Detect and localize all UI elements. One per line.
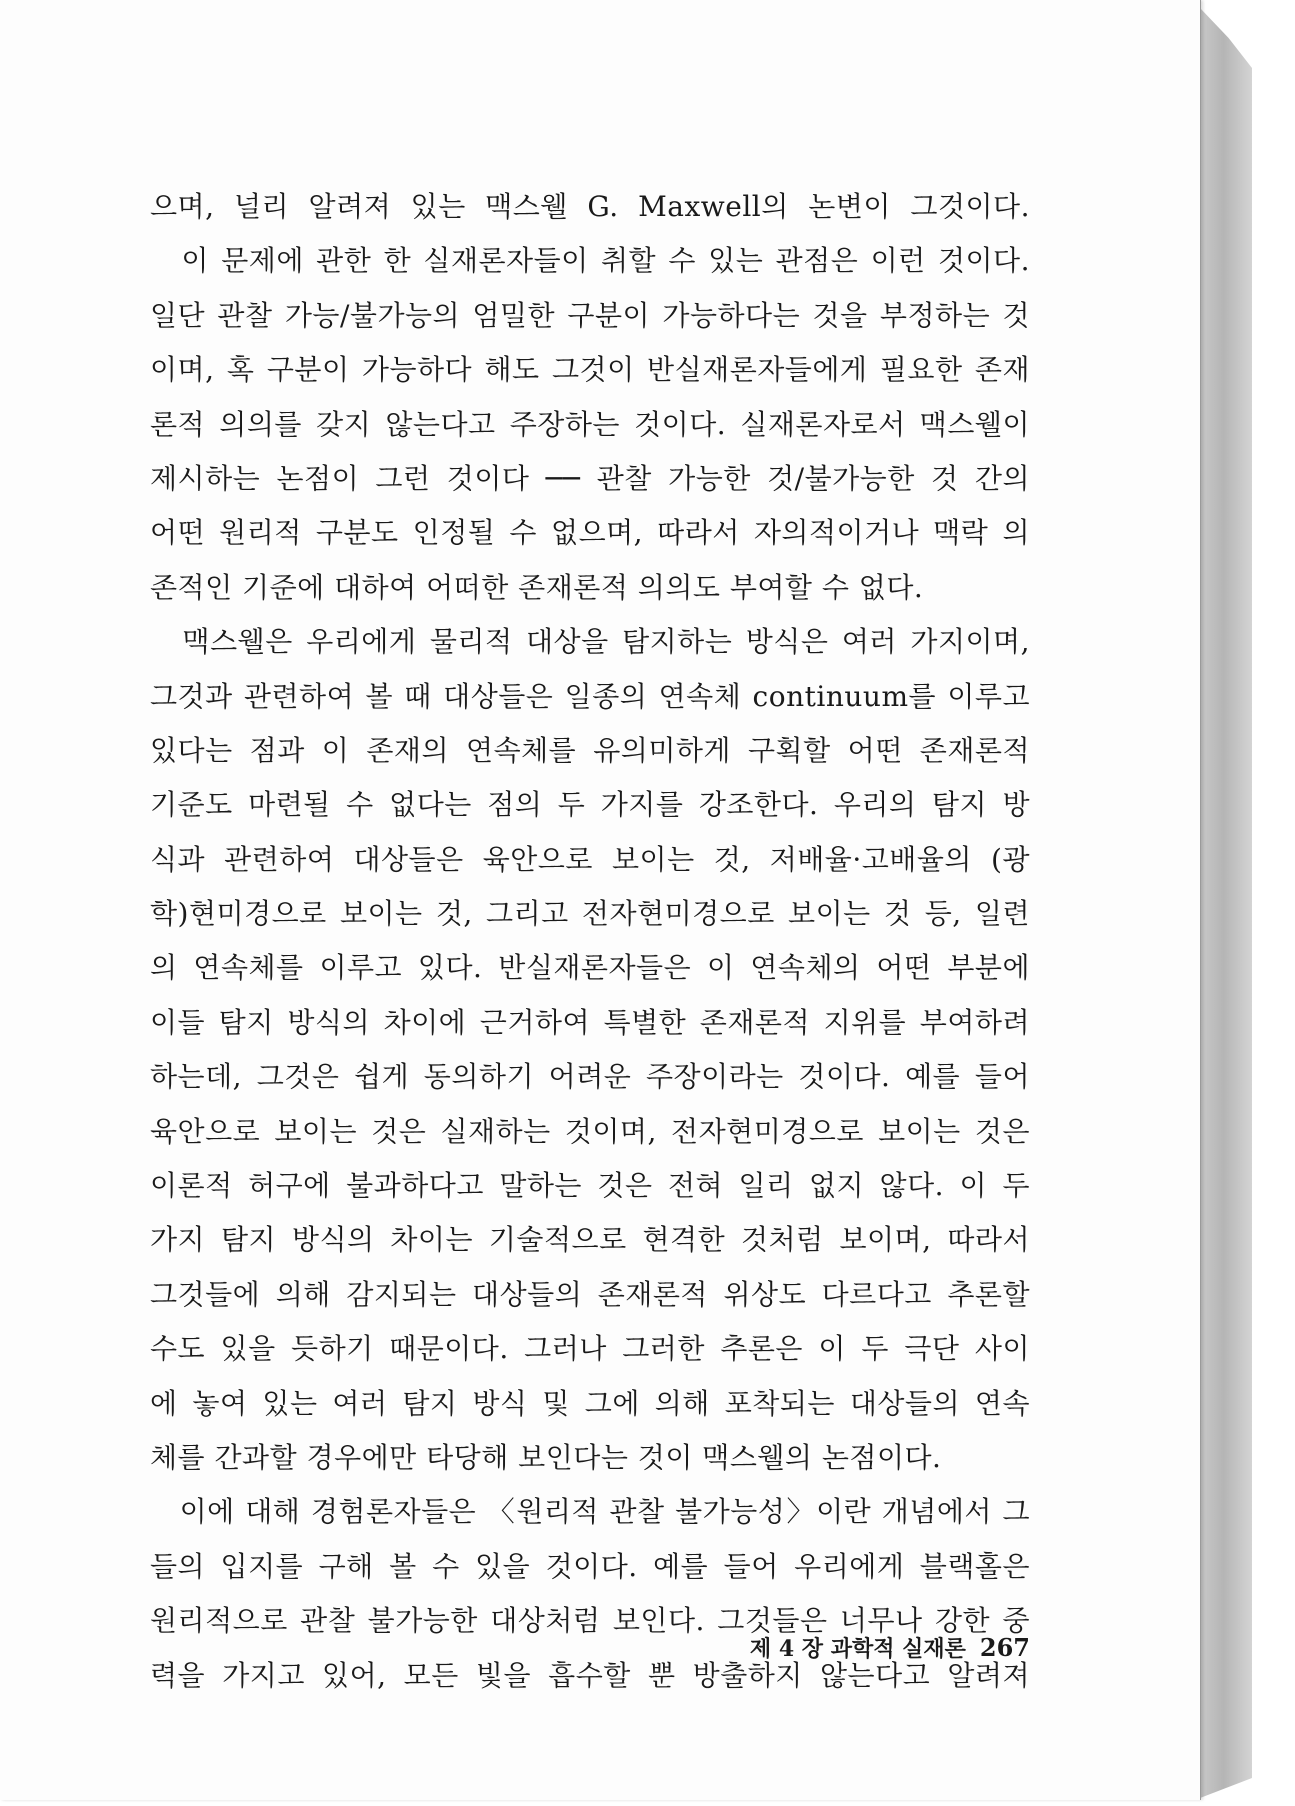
page-edge-stack [1200, 8, 1252, 1798]
text-line: 이에 대해 경험론자들은 〈원리적 관찰 불가능성〉이란 개념에서 그 [150, 1495, 1030, 1529]
text-line: 하는데, 그것은 쉽게 동의하기 어려운 주장이라는 것이다. 예를 들어 [150, 1060, 1030, 1094]
body-text [150, 180, 1030, 1703]
text-line: 원리적으로 관찰 불가능한 대상처럼 보인다. 그것들은 너무나 강한 중 [150, 1604, 1030, 1638]
text-line: 학)현미경으로 보이는 것, 그리고 전자현미경으로 보이는 것 등, 일련 [150, 897, 1030, 931]
text-line: 가지 탐지 방식의 차이는 기술적으로 현격한 것처럼 보이며, 따라서 [150, 1223, 1030, 1257]
text-line: 기준도 마련될 수 없다는 점의 두 가지를 강조한다. 우리의 탐지 방 [150, 788, 1030, 822]
text-line: 이들 탐지 방식의 차이에 근거하여 특별한 존재론적 지위를 부여하려 [150, 1005, 1030, 1039]
page-number: 267 [979, 1633, 1030, 1662]
page-footer [740, 1632, 1030, 1663]
running-head: 제 4 장 과학적 실재론 [749, 1636, 966, 1662]
text-line: 맥스웰은 우리에게 물리적 대상을 탐지하는 방식은 여러 가지이며, [150, 625, 1030, 659]
text-line: 체를 간과할 경우에만 타당해 보인다는 것이 맥스웰의 논점이다. [150, 1440, 942, 1474]
text-line: 그것들에 의해 감지되는 대상들의 존재론적 위상도 다르다고 추론할 [150, 1277, 1030, 1311]
text-line: 어떤 원리적 구분도 인정될 수 없으며, 따라서 자의적이거나 맥락 의 [150, 516, 1030, 550]
text-line: 이 문제에 관한 한 실재론자들이 취할 수 있는 관점은 이런 것이다. [150, 244, 1030, 278]
text-line: 있다는 점과 이 존재의 연속체를 유의미하게 구획할 어떤 존재론적 [150, 733, 1030, 767]
text-line: 력을 가지고 있어, 모든 빛을 흡수할 뿐 방출하지 않는다고 알려져 [150, 1658, 1030, 1692]
text-line: 이며, 혹 구분이 가능하다 해도 그것이 반실재론자들에게 필요한 존재 [150, 353, 1030, 387]
text-line: 수도 있을 듯하기 때문이다. 그러나 그러한 추론은 이 두 극단 사이 [150, 1332, 1030, 1366]
text-line: 그것과 관련하여 볼 때 대상들은 일종의 연속체 continuum를 이루고 [150, 679, 1030, 713]
text-line: 이론적 허구에 불과하다고 말하는 것은 전혀 일리 없지 않다. 이 두 [150, 1169, 1030, 1203]
text-line: 제시하는 논점이 그런 것이다 ── 관찰 가능한 것/불가능한 것 간의 [150, 461, 1030, 495]
text-line: 으며, 널리 알려져 있는 맥스웰 G. Maxwell의 논변이 그것이다. [150, 190, 1030, 223]
text-line: 들의 입지를 구해 볼 수 있을 것이다. 예를 들어 우리에게 블랙홀은 [150, 1549, 1030, 1583]
text-line: 식과 관련하여 대상들은 육안으로 보이는 것, 저배율·고배율의 (광 [150, 842, 1030, 876]
text-line: 론적 의의를 갖지 않는다고 주장하는 것이다. 실재론자로서 맥스웰이 [150, 407, 1030, 441]
text-line: 의 연속체를 이루고 있다. 반실재론자들은 이 연속체의 어떤 부분에 [150, 951, 1030, 985]
text-line: 존적인 기준에 대하여 어떠한 존재론적 의의도 부여할 수 없다. [150, 570, 924, 604]
text-line: 에 놓여 있는 여러 탐지 방식 및 그에 의해 포착되는 대상들의 연속 [150, 1386, 1030, 1420]
text-line: 일단 관찰 가능/불가능의 엄밀한 구분이 가능하다는 것을 부정하는 것 [150, 298, 1030, 332]
text-line: 육안으로 보이는 것은 실재하는 것이며, 전자현미경으로 보이는 것은 [150, 1114, 1030, 1148]
